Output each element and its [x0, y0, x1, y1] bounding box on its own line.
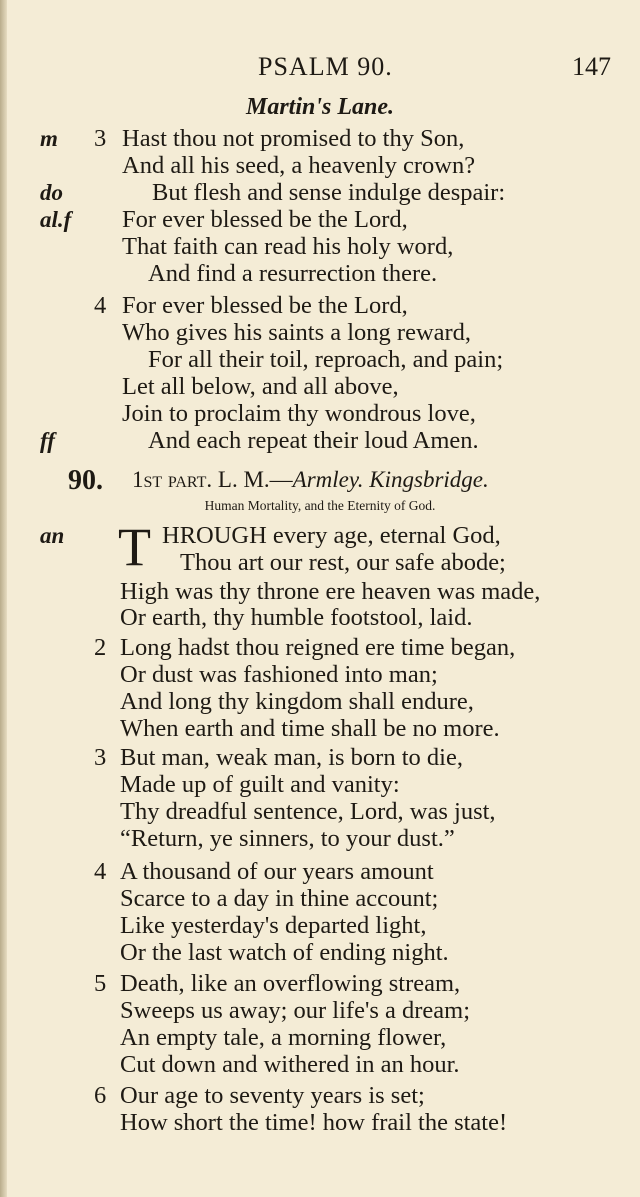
hymn-line: Sweeps us away; our life's a dream; — [120, 997, 471, 1024]
hymn-line: And long thy kingdom shall endure, — [120, 688, 474, 715]
hymn-line: But man, weak man, is born to die, — [120, 744, 463, 771]
hymn-line: Join to proclaim thy wondrous love, — [122, 400, 476, 427]
hymn-heading — [132, 467, 489, 493]
hymn-line: Who gives his saints a long reward, — [122, 319, 472, 346]
hymn-line: That faith can read his holy word, — [122, 233, 454, 260]
hymn-tunes: Armley. Kingsbridge. — [292, 467, 489, 492]
hymn-line: Scarce to a day in thine account; — [120, 885, 439, 912]
hymn-line: Our age to seventy years is set; — [120, 1082, 425, 1109]
verse-number: 2 — [94, 634, 107, 661]
dynamic-mark: m — [40, 126, 58, 151]
hymn-line: When earth and time shall be no more. — [120, 715, 500, 742]
hymn-line: For all their toil, reproach, and pain; — [148, 346, 504, 373]
tune-name: Martin's Lane. — [245, 94, 395, 120]
hymn-line: A thousand of our years amount — [120, 858, 434, 885]
verse-number: 3 — [94, 744, 107, 771]
hymn-number: 90. — [68, 465, 103, 496]
hymn-line: Thy dreadful sentence, Lord, was just, — [120, 798, 496, 825]
hymn-line: High was thy throne ere heaven was made, — [120, 578, 541, 605]
hymn-line: Cut down and withered in an hour. — [120, 1051, 460, 1078]
hymn-line: Or earth, thy humble footstool, laid. — [120, 604, 473, 631]
hymn-line: And all his seed, a heavenly crown? — [122, 152, 476, 179]
hymn-meter: L. M.— — [217, 467, 293, 492]
hymn-part: 1st part. — [132, 467, 213, 492]
page-header-title: PSALM 90. — [258, 52, 393, 81]
hymn-line: Thou art our rest, our safe abode; — [180, 549, 506, 576]
verse-number: 4 — [94, 858, 107, 885]
drop-cap: T — [118, 517, 151, 577]
hymn-line: HROUGH every age, eternal God, — [162, 522, 501, 549]
hymn-line: Long hadst thou reigned ere time began, — [120, 634, 516, 661]
hymn-line: How short the time! how frail the state! — [120, 1109, 508, 1136]
verse-number: 6 — [94, 1082, 107, 1109]
verse-number: 3 — [94, 125, 107, 152]
dynamic-mark: al.f — [40, 207, 72, 232]
hymn-line: An empty tale, a morning flower, — [120, 1024, 447, 1051]
hymn-line: Death, like an overflowing stream, — [120, 970, 461, 997]
hymn-line: Or dust was fashioned into man; — [120, 661, 438, 688]
verse-number: 5 — [94, 970, 107, 997]
page-number: 147 — [572, 52, 611, 81]
hymn-line: For ever blessed be the Lord, — [122, 206, 408, 233]
hymn-line: Hast thou not promised to thy Son, — [122, 125, 465, 152]
hymn-line: For ever blessed be the Lord, — [122, 292, 408, 319]
hymn-line: Or the last watch of ending night. — [120, 939, 449, 966]
hymn-line: And find a resurrection there. — [148, 260, 438, 287]
hymn-line: Like yesterday's departed light, — [120, 912, 427, 939]
hymn-line: Let all below, and all above, — [122, 373, 399, 400]
verse-number: 4 — [94, 292, 107, 319]
hymn-line: And each repeat their loud Amen. — [148, 427, 479, 454]
dynamic-mark: ff — [40, 428, 55, 453]
hymn-subtitle: Human Mortality, and the Eternity of God. — [204, 498, 436, 513]
dynamic-mark: an — [40, 523, 65, 548]
hymn-line: But flesh and sense indulge despair: — [152, 179, 506, 206]
hymn-line: Made up of guilt and vanity: — [120, 771, 400, 798]
hymn-line: “Return, ye sinners, to your dust.” — [120, 825, 455, 852]
dynamic-mark: do — [40, 180, 63, 205]
page-edge-shadow — [0, 0, 7, 1197]
